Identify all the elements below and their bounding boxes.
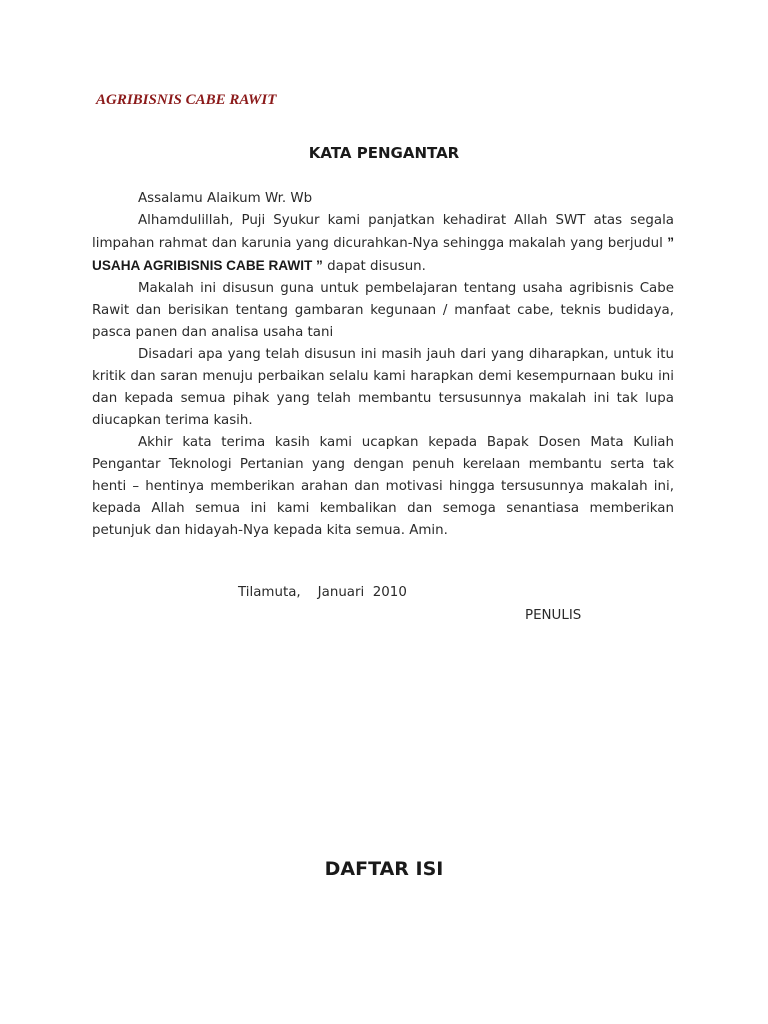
section-title-daftar-isi: DAFTAR ISI bbox=[324, 858, 444, 880]
section-title-kata-pengantar: KATA PENGANTAR bbox=[308, 144, 460, 162]
foreword-paragraph-1 bbox=[92, 210, 674, 278]
paragraph-1-ending: dapat disusun. bbox=[322, 259, 426, 274]
paper-title-quote: ” USAHA AGRIBISNIS CABE RAWIT ” bbox=[92, 235, 674, 273]
foreword-paragraph-2: Makalah ini disusun guna untuk pembelajaran tentang usaha agribisnis Cabe Rawit dan berisikan tentang gambaran kegunaan / manfaat cabe, teknis budidaya, pasca panen dan analisa usaha tani bbox=[92, 281, 674, 340]
place-date-line: Tilamuta, Januari 2010 bbox=[238, 585, 407, 600]
foreword-paragraph-4: Akhir kata terima kasih kami ucapkan kepada Bapak Dosen Mata Kuliah Pengantar Teknologi Pertanian yang dengan penuh kerelaan membantu serta tak henti – hentinya memberikan arahan dan motivasi hingga tersusunnya makalah ini, kepada Allah semua ini kami kembalikan dan semoga senantiasa memberikan petunjuk dan hidayah-Nya kepada kita semua. Amin. bbox=[92, 435, 674, 538]
foreword-body bbox=[92, 188, 674, 542]
paragraph-1-text: Alhamdulillah, Puji Syukur kami panjatkan kehadirat Allah SWT atas segala limpahan rahmat dan karunia yang dicurahkan-Nya sehingga makalah yang berjudul bbox=[92, 213, 674, 251]
greeting-line: Assalamu Alaikum Wr. Wb bbox=[138, 191, 313, 206]
document-header-title: AGRIBISNIS CABE RAWIT bbox=[96, 92, 277, 108]
foreword-paragraph-3: Disadari apa yang telah disusun ini masih jauh dari yang diharapkan, untuk itu kritik dan saran menuju perbaikan selalu kami harapkan demi kesempurnaan buku ini dan kepada semua pihak yang telah membantu tersusunnya makalah ini tak lupa diucapkan terima kasih. bbox=[92, 347, 674, 428]
author-signature: PENULIS bbox=[525, 608, 582, 623]
